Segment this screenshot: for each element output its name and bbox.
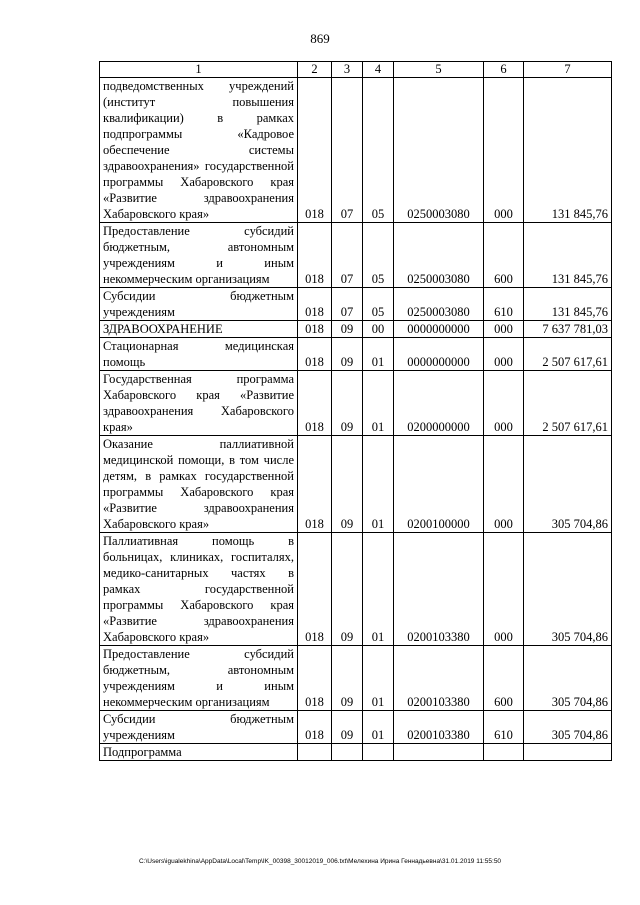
cell-subsection — [363, 744, 394, 761]
cell-amount: 2 507 617,61 — [524, 371, 612, 436]
cell-target-article: 0200100000 — [394, 436, 484, 533]
cell-expense-type — [484, 744, 524, 761]
cell-target-article: 0250003080 — [394, 223, 484, 288]
column-header: 5 — [394, 62, 484, 78]
cell-ministry: 018 — [298, 338, 332, 371]
cell-amount: 7 637 781,03 — [524, 321, 612, 338]
cell-subsection: 05 — [363, 78, 394, 223]
row-description: Оказание паллиативной медицинской помощи, в том числе детям, в рамках государственной программы Хабаровского края «Развитие здравоохранения Хабаровского края» — [100, 436, 298, 533]
cell-target-article: 0200103380 — [394, 533, 484, 646]
cell-ministry: 018 — [298, 223, 332, 288]
cell-subsection: 00 — [363, 321, 394, 338]
row-description: Субсидии бюджетным учреждениям — [100, 711, 298, 744]
cell-amount: 305 704,86 — [524, 646, 612, 711]
cell-amount: 131 845,76 — [524, 78, 612, 223]
cell-target-article: 0250003080 — [394, 78, 484, 223]
cell-section: 09 — [332, 338, 363, 371]
cell-subsection: 05 — [363, 288, 394, 321]
row-description: Предоставление субсидий бюджетным, автономным учреждениям и иным некоммерческим организациям — [100, 646, 298, 711]
cell-subsection: 01 — [363, 533, 394, 646]
cell-section: 09 — [332, 533, 363, 646]
column-header: 4 — [363, 62, 394, 78]
cell-target-article: 0200103380 — [394, 646, 484, 711]
column-header: 3 — [332, 62, 363, 78]
cell-amount — [524, 744, 612, 761]
table-row — [100, 321, 612, 338]
cell-expense-type: 000 — [484, 533, 524, 646]
column-header: 1 — [100, 62, 298, 78]
row-description: подведомственных учреждений (институт повышения квалификации) в рамках подпрограммы «Кадровое обеспечение системы здравоохранения» государственной программы Хабаровского края «Развитие здравоохранения Хабаровского края» — [100, 78, 298, 223]
cell-expense-type: 000 — [484, 436, 524, 533]
table-row — [100, 436, 612, 533]
cell-ministry — [298, 744, 332, 761]
table-row — [100, 533, 612, 646]
table-row — [100, 371, 612, 436]
cell-expense-type: 600 — [484, 646, 524, 711]
cell-section: 09 — [332, 371, 363, 436]
cell-ministry: 018 — [298, 78, 332, 223]
column-header: 7 — [524, 62, 612, 78]
cell-subsection: 01 — [363, 646, 394, 711]
cell-ministry: 018 — [298, 436, 332, 533]
cell-ministry: 018 — [298, 371, 332, 436]
cell-expense-type: 000 — [484, 338, 524, 371]
table-row — [100, 288, 612, 321]
row-description: Предоставление субсидий бюджетным, автономным учреждениям и иным некоммерческим организациям — [100, 223, 298, 288]
page-number: 869 — [310, 31, 330, 46]
table-header-row — [100, 62, 612, 78]
column-header: 6 — [484, 62, 524, 78]
cell-section: 09 — [332, 436, 363, 533]
cell-amount: 305 704,86 — [524, 711, 612, 744]
cell-ministry: 018 — [298, 711, 332, 744]
cell-amount: 305 704,86 — [524, 533, 612, 646]
column-header: 2 — [298, 62, 332, 78]
cell-target-article: 0000000000 — [394, 321, 484, 338]
cell-target-article: 0200103380 — [394, 711, 484, 744]
cell-amount: 305 704,86 — [524, 436, 612, 533]
row-description: Подпрограмма — [100, 744, 298, 761]
cell-target-article — [394, 744, 484, 761]
cell-target-article: 0250003080 — [394, 288, 484, 321]
cell-section: 09 — [332, 711, 363, 744]
row-description: ЗДРАВООХРАНЕНИЕ — [100, 321, 298, 338]
table-row — [100, 744, 612, 761]
row-description: Субсидии бюджетным учреждениям — [100, 288, 298, 321]
cell-section: 07 — [332, 288, 363, 321]
cell-amount: 131 845,76 — [524, 223, 612, 288]
cell-section: 07 — [332, 78, 363, 223]
budget-table — [99, 61, 612, 761]
cell-expense-type: 000 — [484, 321, 524, 338]
cell-ministry: 018 — [298, 321, 332, 338]
table-row — [100, 78, 612, 223]
table-row — [100, 646, 612, 711]
cell-subsection: 01 — [363, 436, 394, 533]
cell-amount: 2 507 617,61 — [524, 338, 612, 371]
cell-subsection: 01 — [363, 338, 394, 371]
cell-ministry: 018 — [298, 288, 332, 321]
cell-ministry: 018 — [298, 646, 332, 711]
cell-subsection: 05 — [363, 223, 394, 288]
cell-expense-type: 610 — [484, 711, 524, 744]
cell-amount: 131 845,76 — [524, 288, 612, 321]
cell-section: 07 — [332, 223, 363, 288]
cell-expense-type: 000 — [484, 371, 524, 436]
cell-section — [332, 744, 363, 761]
row-description: Государственная программа Хабаровского края «Развитие здравоохранения Хабаровского края» — [100, 371, 298, 436]
table-row — [100, 223, 612, 288]
cell-expense-type: 610 — [484, 288, 524, 321]
cell-expense-type: 600 — [484, 223, 524, 288]
cell-expense-type: 000 — [484, 78, 524, 223]
cell-section: 09 — [332, 646, 363, 711]
row-description: Стационарная медицинская помощь — [100, 338, 298, 371]
cell-ministry: 018 — [298, 533, 332, 646]
row-description: Паллиативная помощь в больницах, клиниках, госпиталях, медико-санитарных частях в рамках государственной программы Хабаровского края «Развитие здравоохранения Хабаровского края» — [100, 533, 298, 646]
cell-section: 09 — [332, 321, 363, 338]
cell-target-article: 0000000000 — [394, 338, 484, 371]
document-footer-path: C:\Users\igualekhina\AppData\Local\Temp\IK_00398_30012019_006.txt\Мелехина Ирина Геннадьевна\31.01.2019 11:55:50 — [138, 858, 502, 865]
table-row — [100, 338, 612, 371]
cell-subsection: 01 — [363, 711, 394, 744]
cell-subsection: 01 — [363, 371, 394, 436]
table-row — [100, 711, 612, 744]
cell-target-article: 0200000000 — [394, 371, 484, 436]
